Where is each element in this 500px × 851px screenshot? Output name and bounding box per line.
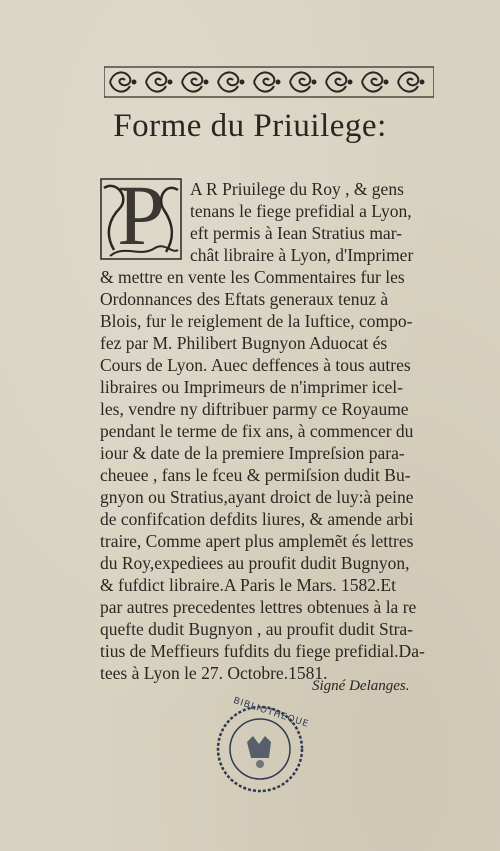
- signature-line: Signé Delanges.: [312, 678, 410, 694]
- text-line: Ordonnances des Eftats generaux tenuz à: [100, 289, 389, 309]
- text-line: de confifcation defdits liures, & amende arbi: [100, 509, 414, 529]
- text-line: tius de Meffieurs fufdits du fiege prefidial.Da-: [100, 641, 425, 661]
- text-line: A R Priuilege du Roy , & gens: [190, 179, 404, 199]
- text-line: Cours de Lyon. Auec deffences à tous autres: [100, 355, 411, 375]
- text-line: du Roy,expediees au proufit dudit Bugnyon,: [100, 553, 410, 573]
- text-line: iour & date de la premiere Impreſsion para-: [100, 443, 405, 463]
- text-line: pendant le terme de fix ans, à commencer du: [100, 421, 414, 441]
- text-line: tenans le fiege prefidial a Lyon,: [190, 201, 412, 221]
- document-title: Forme du Priuilege:: [113, 108, 387, 144]
- text-line: fez par M. Philibert Bugnyon Aduocat és: [100, 333, 388, 353]
- text-line: libraires ou Imprimeurs de n'imprimer icel-: [100, 377, 403, 397]
- text-line: Blois, fur le reiglement de la Iuftice, compo-: [100, 311, 413, 331]
- text-line: & mettre en vente les Commentaires fur les: [100, 267, 405, 287]
- text-line: & fufdict libraire.A Paris le Mars. 1582.Et: [100, 575, 396, 595]
- text-line: les, vendre ny diftribuer parmy ce Royaume: [100, 399, 409, 419]
- text-line: traire, Comme apert plus amplemẽt és lettres: [100, 531, 414, 551]
- ornamental-headpiece: [104, 66, 434, 98]
- text-line: par autres precedentes lettres obtenues à la re: [100, 597, 417, 617]
- drop-cap-letter: P: [117, 167, 165, 263]
- text-line: quefte dudit Bugnyon , au proufit dudit Stra-: [100, 619, 414, 639]
- stamp-lettering: BIBLIOTHEQUE: [231, 695, 311, 730]
- text-line: eft permis à Iean Stratius mar-: [190, 223, 402, 243]
- text-line: tees à Lyon le 27. Octobre.1581.: [100, 663, 328, 683]
- text-line: chât libraire à Lyon, d'Imprimer: [190, 245, 414, 265]
- text-line: cheuee , fans le fceu & permiſsion dudit Bu-: [100, 465, 411, 485]
- text-line: gnyon ou Stratius,ayant droict de luy:à peine: [100, 487, 414, 507]
